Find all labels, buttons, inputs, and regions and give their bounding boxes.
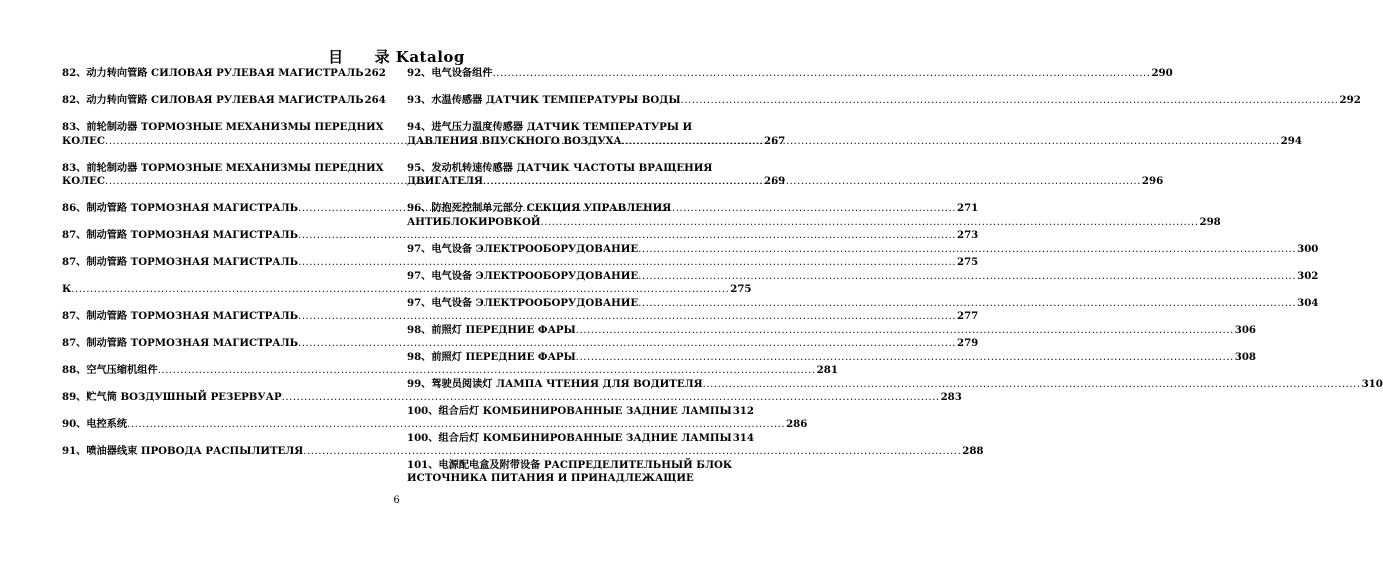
toc-entry-title: 87、制动管路 ТОРМОЗНАЯ МАГИСТРАЛЬ bbox=[62, 256, 299, 268]
toc-entry-title: 86、制动管路 ТОРМОЗНАЯ МАГИСТРАЛЬ bbox=[62, 202, 299, 214]
toc-entry-page: 298 bbox=[1199, 215, 1221, 228]
dot-leader bbox=[638, 270, 1296, 284]
toc-entry-page: 275 bbox=[730, 283, 752, 295]
toc-entry[interactable] bbox=[407, 404, 754, 419]
toc-entry-title: ДАВЛЕНИЯ ВПУСКНОГО ВОЗДУХА bbox=[407, 134, 622, 147]
toc-entry[interactable] bbox=[62, 391, 962, 405]
toc-entry-title-line: 96、防抱死控制单元部分 СЕКЦИЯ УПРАВЛЕНИЯ bbox=[407, 202, 672, 214]
toc-entry-page: 304 bbox=[1297, 296, 1319, 309]
toc-entry-title: 88、空气压缩机组件 bbox=[62, 364, 158, 376]
toc-entry[interactable] bbox=[62, 418, 808, 432]
toc-entry-title: 82、动力转向管路 СИЛОВАЯ РУЛЕВАЯ МАГИСТРАЛЬ bbox=[62, 94, 364, 106]
toc-entry[interactable] bbox=[407, 269, 1319, 284]
dot-leader bbox=[638, 297, 1296, 311]
toc-entry-title: 91、喷油器线束 ПРОВОДА РАСПЫЛИТЕЛЯ bbox=[62, 445, 304, 457]
toc-entry-page: 269 bbox=[763, 175, 786, 187]
dot-leader bbox=[493, 67, 1151, 81]
toc-entry-title: 97、电气设备 ЭЛЕКТРООБОРУДОВАНИЕ bbox=[407, 242, 639, 255]
toc-entry[interactable] bbox=[407, 350, 1256, 365]
toc-entry-title: 100、组合后灯 КОМБИНИРОВАННЫЕ ЗАДНИЕ ЛАМПЫ bbox=[407, 404, 732, 417]
toc-entry-page: 302 bbox=[1297, 269, 1319, 282]
dot-leader bbox=[576, 351, 1234, 365]
toc-entry[interactable] bbox=[62, 445, 984, 459]
toc-entry-title: ИСТОЧНИКА ПИТАНИЯ И ПРИНАДЛЕЖАЩИЕ bbox=[407, 472, 694, 484]
toc-entry-page: 306 bbox=[1234, 323, 1256, 336]
toc-entry-title-line: 95、发动机转速传感器 ДАТЧИК ЧАСТОТЫ ВРАЩЕНИЯ bbox=[407, 161, 713, 174]
toc-entry-page: 275 bbox=[956, 256, 979, 268]
toc-entry-title: К bbox=[62, 283, 72, 295]
toc-entry-page: 267 bbox=[763, 134, 786, 147]
toc-entry-page: 273 bbox=[956, 229, 979, 241]
dot-leader bbox=[576, 324, 1234, 338]
toc-entry-title: 89、贮气筒 ВОЗДУШНЫЙ РЕЗЕРВУАР bbox=[62, 391, 282, 403]
dot-leader bbox=[638, 243, 1296, 257]
dot-leader bbox=[703, 378, 1361, 392]
toc-entry-title-line: 94、进气压力温度传感器 ДАТЧИК ТЕМПЕРАТУРЫ И bbox=[407, 121, 693, 133]
toc-entry[interactable] bbox=[407, 323, 1256, 338]
toc-entry-page: 286 bbox=[786, 418, 808, 430]
toc-entry[interactable] bbox=[407, 67, 1173, 81]
toc-entry[interactable] bbox=[407, 94, 1361, 108]
toc-entry-page: 308 bbox=[1234, 350, 1256, 363]
toc-entry-title: 87、制动管路 ТОРМОЗНАЯ МАГИСТРАЛЬ bbox=[62, 310, 299, 322]
toc-entry[interactable] bbox=[407, 377, 1383, 392]
toc-entry-page: 271 bbox=[956, 202, 979, 214]
toc-entry-title: КОЛЕС bbox=[62, 134, 106, 147]
toc-entry-title: 98、前照灯 ПЕРЕДНИЕ ФАРЫ bbox=[407, 323, 576, 336]
page-number: 6 bbox=[393, 495, 400, 506]
toc-entry-page: 277 bbox=[956, 310, 979, 322]
toc-entry-page: 283 bbox=[940, 391, 962, 403]
toc-entry-title-line: 83、前轮制动器 ТОРМОЗНЫЕ МЕХАНИЗМЫ ПЕРЕДНИХ bbox=[62, 161, 384, 174]
dot-leader bbox=[622, 135, 1280, 149]
toc-entry-title: 93、水温传感器 ДАТЧИК ТЕМПЕРАТУРЫ ВОДЫ bbox=[407, 94, 681, 106]
toc-entry-title-line: 101、电源配电盒及附带设备 РАСПРЕДЕЛИТЕЛЬНЫЙ БЛОК bbox=[407, 458, 733, 471]
dot-leader bbox=[541, 216, 1199, 230]
toc-entry-title: 99、驾驶员阅读灯 ЛАМПА ЧТЕНИЯ ДЛЯ ВОДИТЕЛЯ bbox=[407, 377, 703, 390]
toc-entry-page: 288 bbox=[962, 445, 984, 457]
toc-title: 目 录 Katalog bbox=[328, 48, 465, 66]
toc-entry-page: 312 bbox=[732, 404, 754, 417]
toc-entry[interactable] bbox=[62, 283, 752, 297]
toc-entry-page: 281 bbox=[816, 364, 838, 376]
toc-entry-title: 82、动力转向管路 СИЛОВАЯ РУЛЕВАЯ МАГИСТРАЛЬ bbox=[62, 67, 364, 79]
toc-entry[interactable] bbox=[62, 364, 838, 378]
toc-entry-title: 87、制动管路 ТОРМОЗНАЯ МАГИСТРАЛЬ bbox=[62, 337, 299, 349]
toc-entry-page: 279 bbox=[956, 337, 979, 349]
dot-leader bbox=[483, 175, 1141, 189]
toc-entry[interactable] bbox=[62, 229, 979, 243]
toc-entry[interactable] bbox=[407, 242, 1319, 257]
toc-entry[interactable] bbox=[62, 310, 979, 324]
toc-entry-page: 314 bbox=[732, 431, 754, 444]
toc-entry-title-line: 83、前轮制动器 ТОРМОЗНЫЕ МЕХАНИЗМЫ ПЕРЕДНИХ bbox=[62, 121, 384, 133]
toc-entry-page: 262 bbox=[364, 67, 386, 79]
toc-entry[interactable] bbox=[62, 94, 385, 108]
toc-entry-title: 97、电气设备 ЭЛЕКТРООБОРУДОВАНИЕ bbox=[407, 269, 639, 282]
toc-entry[interactable] bbox=[407, 431, 754, 446]
toc-entry[interactable] bbox=[407, 459, 732, 486]
dot-leader bbox=[681, 94, 1339, 108]
toc-entry[interactable] bbox=[62, 67, 385, 81]
toc-entry-title: 87、制动管路 ТОРМОЗНАЯ МАГИСТРАЛЬ bbox=[62, 229, 299, 241]
toc-entry-page: 292 bbox=[1339, 94, 1361, 106]
toc-entry-page: 290 bbox=[1151, 67, 1173, 79]
toc-entry-page: 310 bbox=[1361, 377, 1383, 390]
toc-entry-title: 92、电气设备组件 bbox=[407, 67, 493, 79]
toc-entry-title: ДВИГАТЕЛЯ bbox=[407, 175, 483, 187]
toc-entry-title: КОЛЕС bbox=[62, 175, 106, 187]
toc-entry-title: 90、电控系统 bbox=[62, 418, 128, 430]
toc-entry[interactable] bbox=[62, 256, 979, 270]
toc-entry-title: 100、组合后灯 КОМБИНИРОВАННЫЕ ЗАДНИЕ ЛАМПЫ bbox=[407, 431, 732, 444]
toc-entry-title: 98、前照灯 ПЕРЕДНИЕ ФАРЫ bbox=[407, 350, 576, 363]
toc-entry-page: 264 bbox=[364, 94, 386, 106]
toc-entry-page: 296 bbox=[1141, 175, 1164, 187]
toc-entry-page: 300 bbox=[1297, 242, 1319, 255]
toc-entry[interactable] bbox=[62, 337, 979, 351]
toc-entry-page: 294 bbox=[1280, 134, 1302, 147]
toc-entry-title: АНТИБЛОКИРОВКОЙ bbox=[407, 215, 541, 228]
toc-entry[interactable] bbox=[407, 296, 1319, 311]
toc-entry-title: 97、电气设备 ЭЛЕКТРООБОРУДОВАНИЕ bbox=[407, 296, 639, 309]
